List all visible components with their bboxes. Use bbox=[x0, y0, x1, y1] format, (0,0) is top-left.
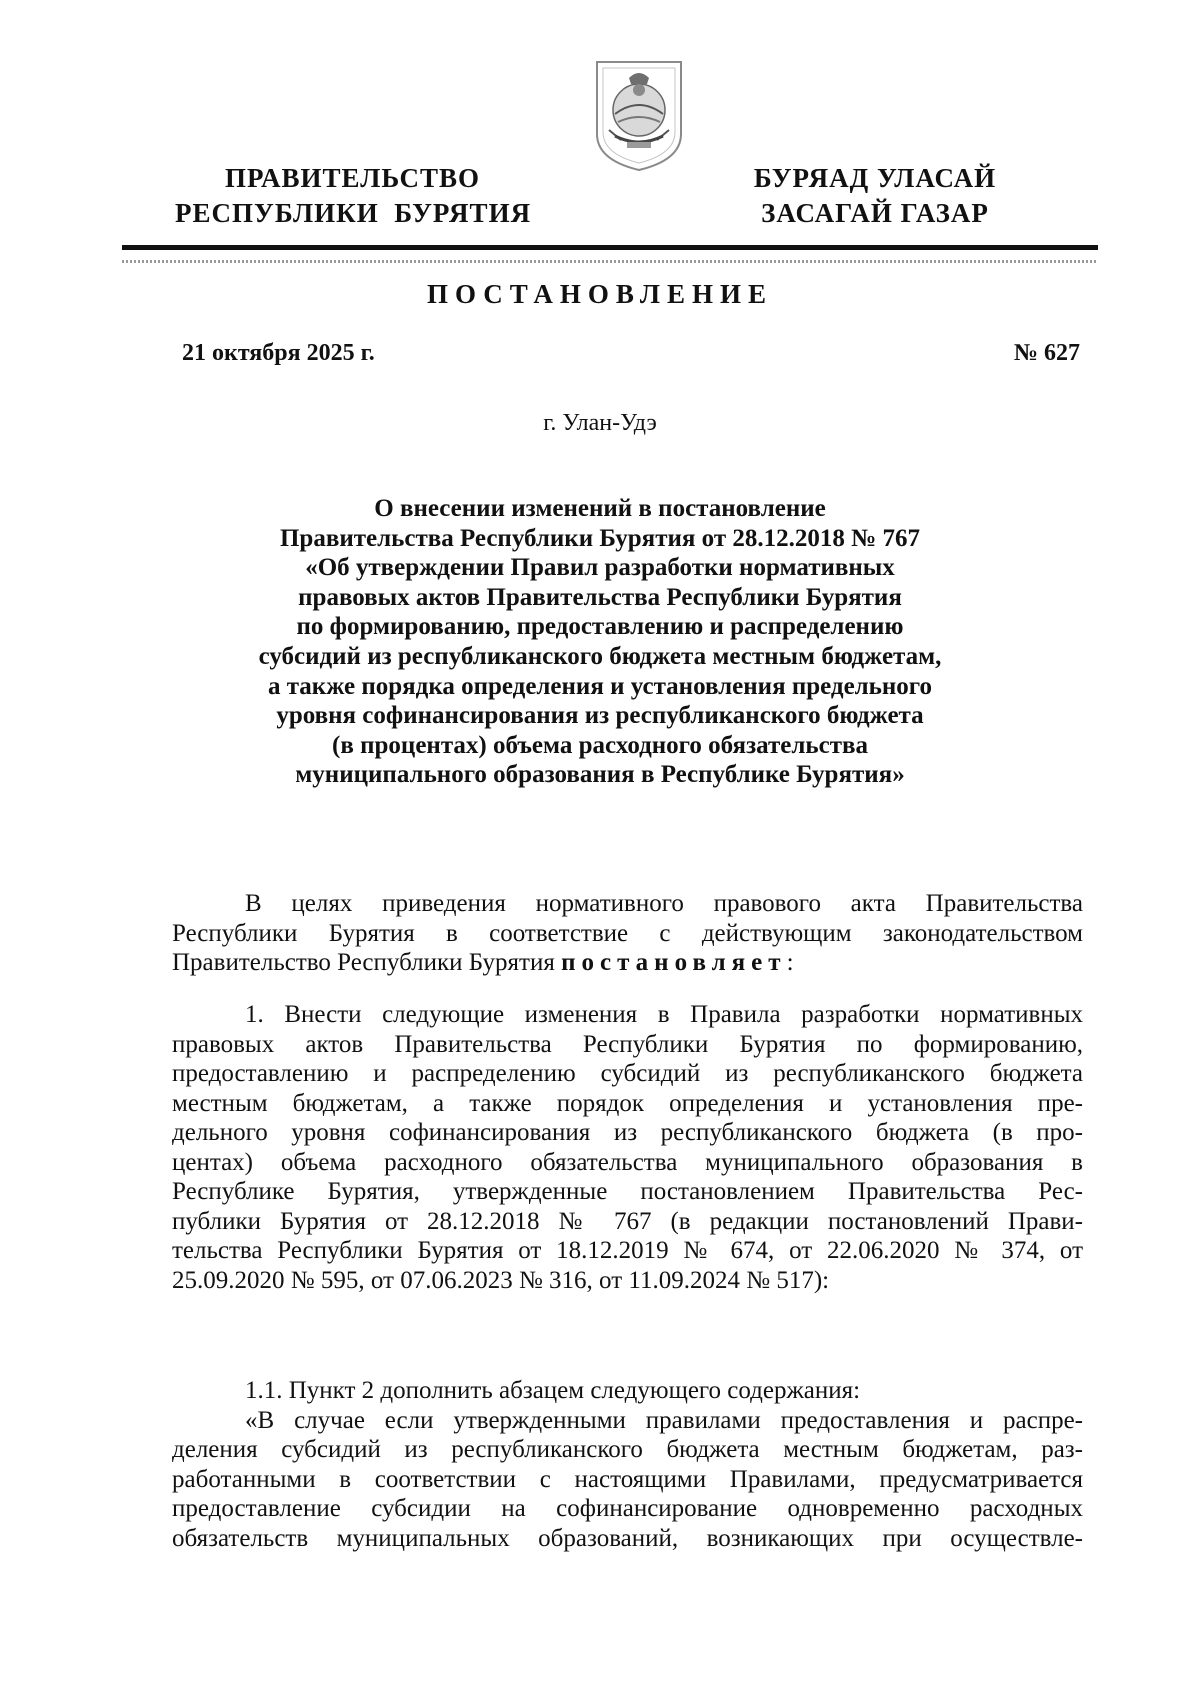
government-name-russian-line-1: ПРАВИТЕЛЬСТВО bbox=[224, 163, 481, 193]
title-line: Правительства Республики Бурятия от 28.12.2018 № 767 bbox=[279, 524, 920, 552]
paragraph-line: работанными в соответствии с настоящими Правилами, предусматривается bbox=[172, 1465, 1083, 1493]
paragraph-line: местным бюджетам, а также порядок определения и установления пре- bbox=[172, 1089, 1083, 1117]
preamble-prefix: Правительство Республики Бурятия bbox=[172, 949, 562, 976]
title-line: уровня софинансирования из республиканского бюджета bbox=[276, 702, 924, 730]
title-line: О внесении изменений в постановление bbox=[374, 495, 826, 522]
paragraph-line: Республике Бурятия, утвержденные постановлением Правительства Рес- bbox=[172, 1178, 1083, 1205]
item-1-paragraph bbox=[172, 1000, 1083, 1295]
item-1-1-heading: 1.1. Пункт 2 дополнить абзацем следующего содержания: bbox=[245, 1377, 861, 1404]
preamble-resolution-line bbox=[172, 948, 1083, 978]
government-name-buryat-line-2: ЗАСАГАЙ ГАЗАР bbox=[761, 198, 989, 228]
resolves-keyword: постановляет bbox=[561, 949, 787, 976]
paragraph-line: предоставлению и распределению субсидий из республиканского бюджета bbox=[172, 1060, 1083, 1087]
header-divider-thick bbox=[122, 245, 1098, 250]
title-line: по формированию, предоставлению и распределению bbox=[296, 613, 904, 641]
title-line: субсидий из республиканского бюджета местным бюджетам, bbox=[258, 642, 942, 670]
title-line: (в процентах) объема расходного обязательства bbox=[332, 731, 868, 759]
paragraph-line: публики Бурятия от 28.12.2018 № 767 (в редакции постановлений Прави- bbox=[172, 1207, 1083, 1235]
paragraph-line: правовых актов Правительства Республики Бурятия по формированию, bbox=[172, 1030, 1083, 1058]
government-name-russian bbox=[175, 161, 530, 231]
document-city: г. Улан-Удэ bbox=[543, 410, 657, 436]
title-line: правовых актов Правительства Республики Бурятия bbox=[298, 583, 902, 611]
paragraph-line: центах) объема расходного обязательства муниципального образования в bbox=[172, 1148, 1083, 1176]
paragraph-line: обязательств муниципальных образований, возникающих при осуществле- bbox=[172, 1524, 1083, 1552]
paragraph-line: тельства Республики Бурятия от 18.12.2019 № 674, от 22.06.2020 № 374, от bbox=[172, 1237, 1083, 1264]
paragraph-line: Республики Бурятия в соответствие с действующим законодательством bbox=[172, 919, 1083, 947]
item-1-1-paragraph bbox=[172, 1376, 1083, 1553]
document-date: 21 октября 2025 г. bbox=[182, 340, 375, 366]
paragraph-line: дельного уровня софинансирования из республиканского бюджета (в про- bbox=[172, 1119, 1083, 1146]
government-name-buryat-line-1: БУРЯАД УЛАСАЙ bbox=[753, 163, 997, 193]
paragraph-line: деления субсидий из республиканского бюджета местным бюджетам, раз- bbox=[172, 1436, 1083, 1463]
coat-of-arms-emblem bbox=[591, 56, 687, 174]
paragraph-line: 25.09.2020 № 595, от 07.06.2023 № 316, от 11.09.2024 № 517): bbox=[172, 1266, 830, 1294]
document-number: № 627 bbox=[1013, 340, 1080, 366]
title-line: «Об утверждении Правил разработки нормативных bbox=[305, 554, 895, 582]
title-line: муниципального образования в Республике Бурятия» bbox=[295, 761, 905, 789]
preamble-suffix: : bbox=[786, 949, 794, 976]
header-divider-thin bbox=[122, 260, 1098, 263]
paragraph-line: предоставление субсидии на софинансирование одновременно расходных bbox=[172, 1495, 1083, 1522]
title-line: а также порядка определения и установления предельного bbox=[267, 672, 933, 700]
paragraph-line: «В случае если утвержденными правилами предоставления и распре- bbox=[245, 1406, 1083, 1434]
document-type: ПОСТАНОВЛЕНИЕ bbox=[426, 279, 774, 309]
preamble-paragraph bbox=[172, 889, 1083, 978]
government-name-buryat bbox=[720, 161, 1030, 231]
paragraph-line: В целях приведения нормативного правового акта Правительства bbox=[245, 890, 1083, 917]
paragraph-line: 1. Внести следующие изменения в Правила разработки нормативных bbox=[245, 1001, 1083, 1028]
document-title bbox=[170, 494, 1030, 790]
government-name-russian-line-2: РЕСПУБЛИКИ БУРЯТИЯ bbox=[175, 198, 532, 228]
